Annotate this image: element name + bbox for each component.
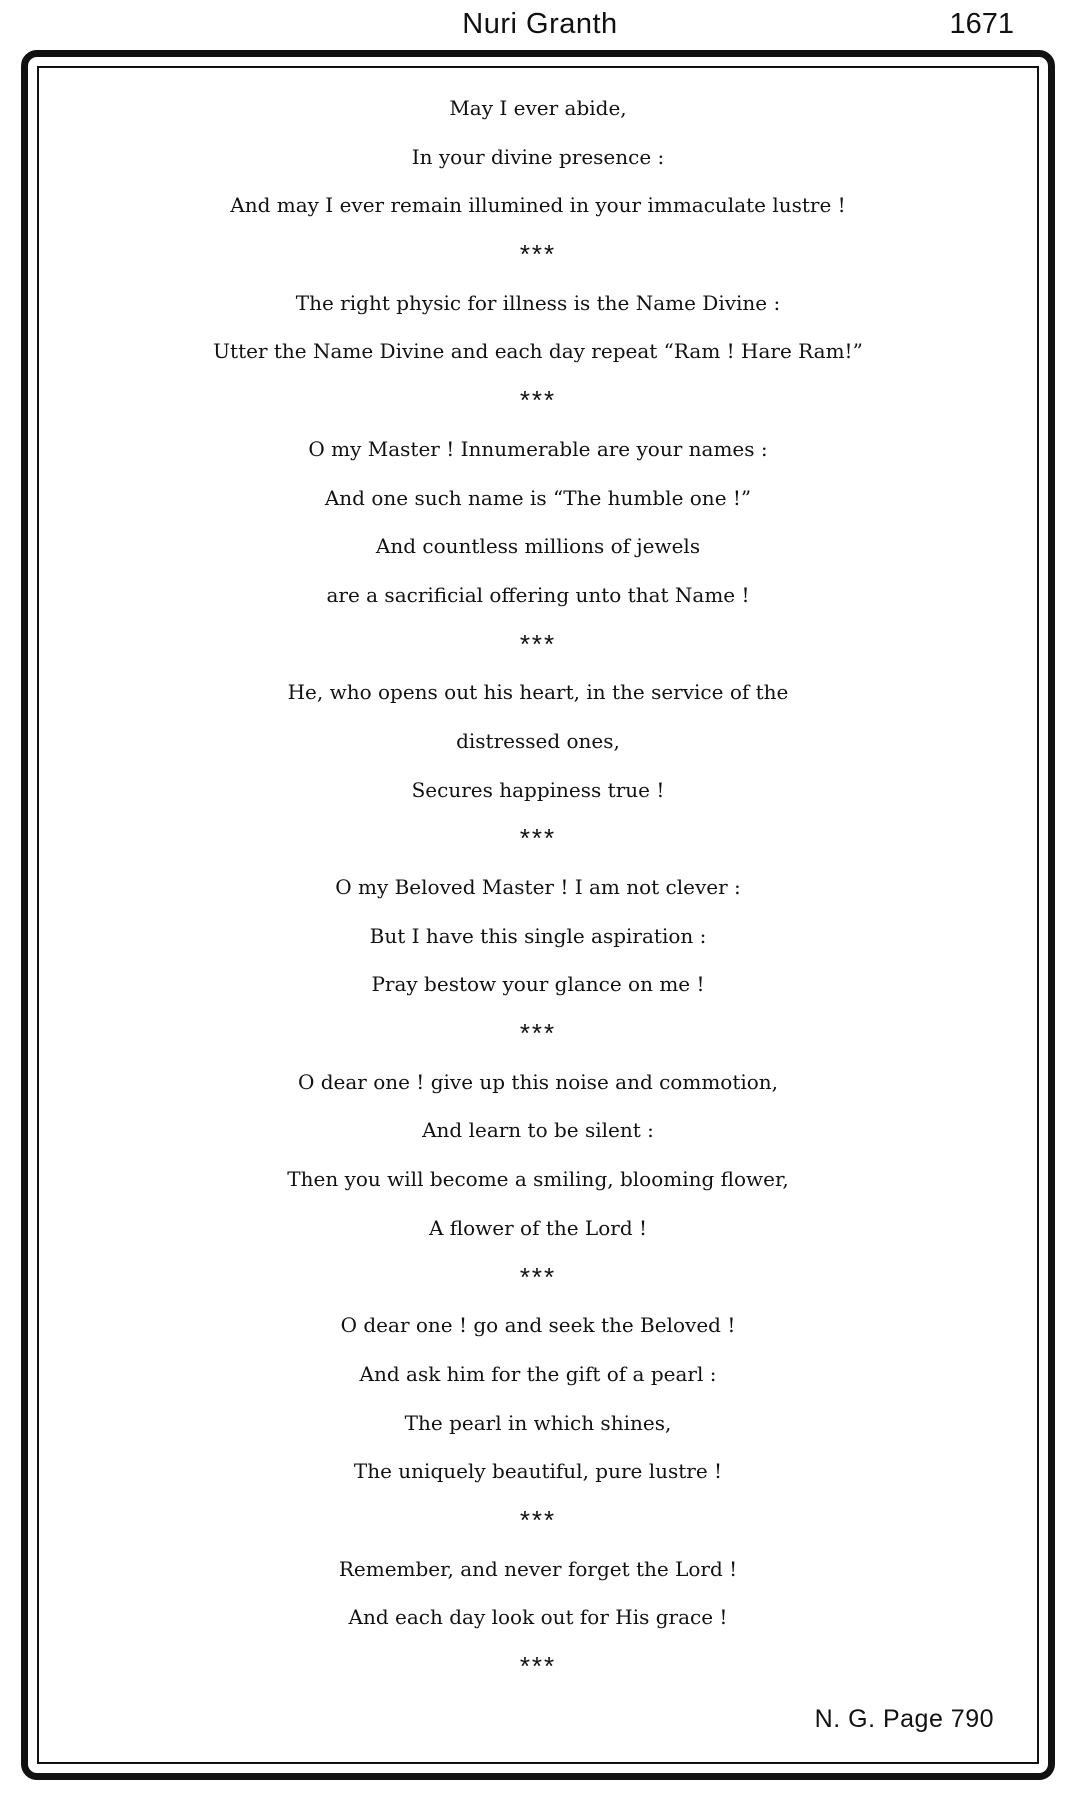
book-title: Nuri Granth xyxy=(462,8,618,40)
stanza xyxy=(37,1545,1039,1691)
page-header xyxy=(0,8,1080,48)
stanza-separator: *** xyxy=(519,1261,557,1292)
verse-line: And each day look out for His grace ! xyxy=(348,1605,728,1630)
verse-line: distressed ones, xyxy=(456,728,620,753)
verse-line: The right physic for illness is the Name Divine : xyxy=(295,290,781,315)
verse-line: And one such name is “The humble one !” xyxy=(324,485,752,510)
verse-line: The uniquely beautiful, pure lustre ! xyxy=(353,1459,723,1484)
stanza xyxy=(37,863,1039,1058)
stanza-separator: *** xyxy=(519,1504,557,1535)
stanza-separator: *** xyxy=(519,1018,557,1049)
verse-line: O my Master ! Innumerable are your names : xyxy=(308,436,768,461)
verse-line: A flower of the Lord ! xyxy=(428,1215,648,1240)
verse-content xyxy=(37,84,1039,1691)
verse-line: Utter the Name Divine and each day repeat “Ram ! Hare Ram!” xyxy=(213,339,863,364)
verse-line: But I have this single aspiration : xyxy=(369,923,707,948)
page-number: 1671 xyxy=(949,8,1014,40)
verse-line: O dear one ! give up this noise and commotion, xyxy=(297,1069,779,1094)
verse-line: O my Beloved Master ! I am not clever : xyxy=(335,875,741,899)
verse-line: Pray bestow your glance on me ! xyxy=(371,972,705,997)
stanza xyxy=(37,425,1039,668)
stanza-separator: *** xyxy=(519,628,557,659)
verse-line: Secures happiness true ! xyxy=(411,777,665,802)
verse-line: May I ever abide, xyxy=(449,96,627,120)
stanza xyxy=(37,1301,1039,1544)
stanza-separator: *** xyxy=(519,385,557,416)
stanza xyxy=(37,1058,1039,1301)
verse-line: In your divine presence : xyxy=(411,144,665,169)
verse-line: are a sacrificial offering unto that Name ! xyxy=(326,582,750,607)
verse-line: And countless millions of jewels xyxy=(375,534,701,559)
verse-line: Remember, and never forget the Lord ! xyxy=(338,1556,738,1581)
stanza-separator: *** xyxy=(519,1651,557,1681)
verse-line: O dear one ! go and seek the Beloved ! xyxy=(340,1313,736,1338)
stanza-separator: *** xyxy=(519,823,557,854)
stanza xyxy=(37,279,1039,425)
stanza xyxy=(37,668,1039,863)
stanza-separator: *** xyxy=(519,239,557,270)
stanza xyxy=(37,84,1039,279)
page-reference: N. G. Page 790 xyxy=(814,1705,994,1733)
verse-line: And learn to be silent : xyxy=(422,1118,654,1143)
verse-line: He, who opens out his heart, in the service of the xyxy=(287,680,789,705)
verse-line: And ask him for the gift of a pearl : xyxy=(359,1361,717,1386)
verse-line: The pearl in which shines, xyxy=(404,1410,672,1435)
verse-line: Then you will become a smiling, blooming flower, xyxy=(287,1167,789,1192)
verse-line: And may I ever remain illumined in your immaculate lustre ! xyxy=(230,193,846,218)
